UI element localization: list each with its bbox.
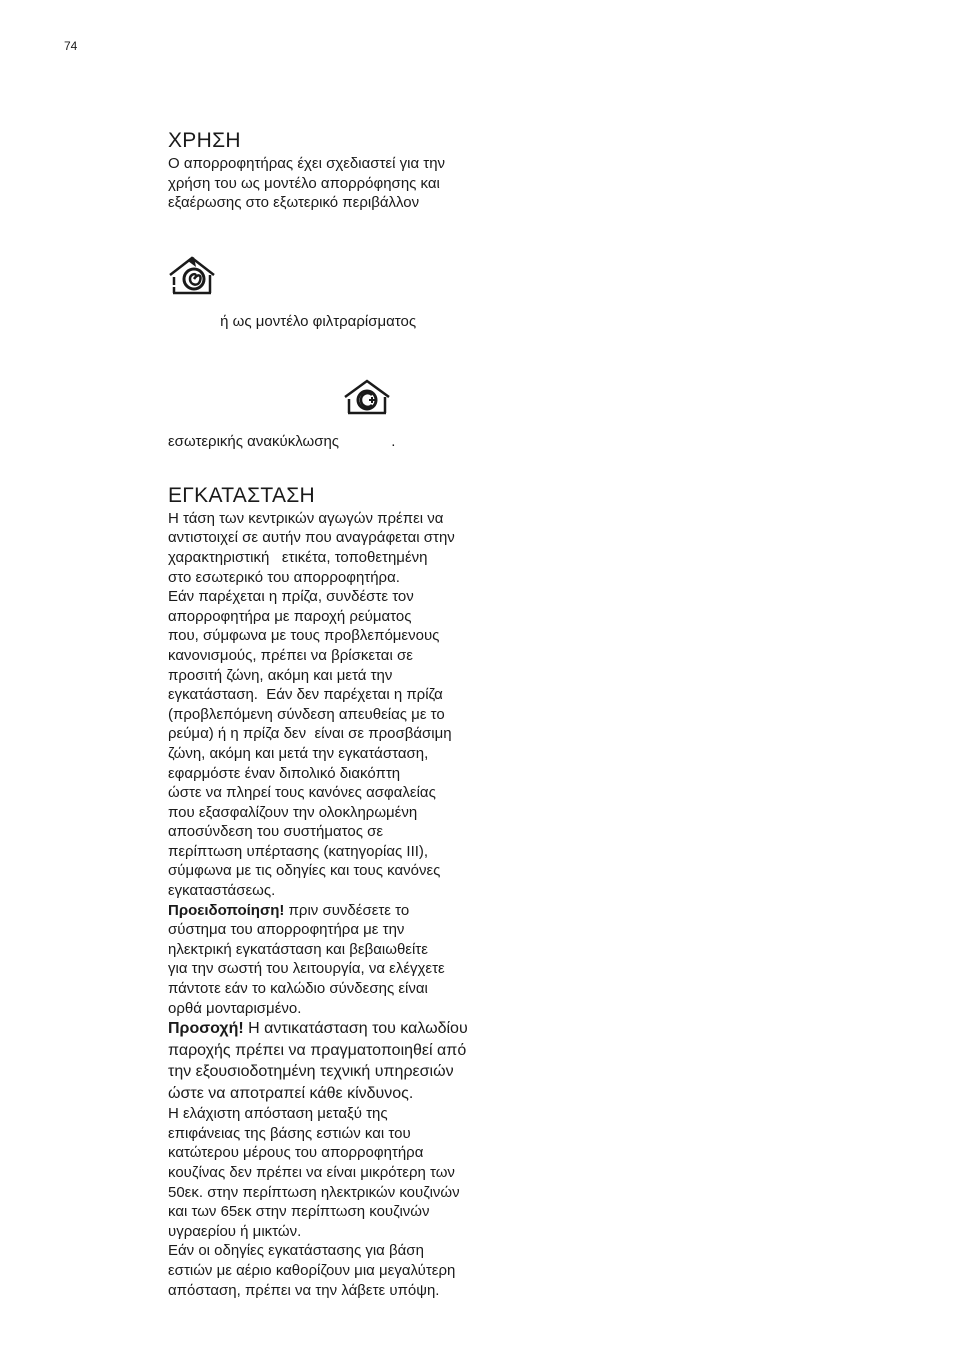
installation-line: Η τάση των κεντρικών αγωγών πρέπει να <box>168 509 444 527</box>
installation-line: αντιστοιχεί σε αυτήν που αναγράφεται στην <box>168 529 455 547</box>
warning-label: Προειδοποίηση! <box>168 901 285 919</box>
installation-line: που εξασφαλίζουν την ολοκληρωμένη <box>168 803 418 821</box>
caution-line: την εξουσιοδοτημένη τεχνική υπηρεσιών <box>168 1063 454 1081</box>
installation-line: περίπτωση υπέρτασης (κατηγορίας III), <box>168 842 429 860</box>
recirculation-mode-text: εσωτερικής ανακύκλωσης <box>168 432 344 450</box>
caution-text: Η αντικατάσταση του καλωδίου <box>243 1020 468 1038</box>
recirculation-end: . <box>391 432 396 450</box>
installation-line: στο εσωτερικό του απορροφητήρα. <box>168 568 400 586</box>
usage-line: χρήση του ως μοντέλο απορρόφησης και <box>168 174 440 192</box>
usage-line: εξαέρωσης στο εξωτερικό περιβάλλον <box>168 194 420 212</box>
usage-line: Ο απορροφητήρας έχει σχεδιαστεί για την <box>168 155 446 172</box>
recirculation-mode-row <box>168 341 538 453</box>
extraction-mode-row <box>168 217 538 333</box>
installation-line: αποσύνδεση του συστήματος σε <box>168 823 384 841</box>
installation-heading: ΕΓΚΑΤΑΣΤΑΣΗ <box>168 483 316 507</box>
warning-line: σύστημα του απορροφητήρα με την <box>168 921 405 939</box>
installation-line: εγκατάσταση. Εάν δεν παρέχεται η πρίζα <box>168 686 443 704</box>
text-column <box>168 128 538 1300</box>
warning-line: πάντοτε εάν το καλώδιο σύνδεσης είναι <box>168 980 428 998</box>
installation-line: σύμφωνα με τις οδηγίες και τους κανόνες <box>168 862 441 880</box>
filter-mode-text: ή ως μοντέλο φιλτραρίσματος <box>216 312 417 330</box>
installation-line: εγκαταστάσεως. <box>168 882 276 900</box>
warning-line: ορθά μονταρισμένο. <box>168 999 302 1017</box>
warning-text: πριν συνδέσετε το <box>284 901 410 919</box>
warning-line: ηλεκτρική εγκατάσταση και βεβαιωθείτε <box>168 940 428 958</box>
installation-line: (προβλεπόμενη σύνδεση απευθείας με το <box>168 705 445 723</box>
warning-line: για την σωστή του λειτουργία, να ελέγχετε <box>168 960 445 978</box>
caution-line: ώστε να αποτραπεί κάθε κίνδυνος. <box>168 1084 414 1102</box>
extraction-mode-icon <box>168 217 216 333</box>
distance-line: εστιών με αέριο καθορίζουν μια μεγαλύτερη <box>168 1261 456 1279</box>
usage-paragraph <box>168 154 538 213</box>
installation-line: Εάν παρέχεται η πρίζα, συνδέστε τον <box>168 588 414 606</box>
page-number: 74 <box>64 39 78 53</box>
installation-line: χαρακτηριστική ετικέτα, τοποθετημένη <box>168 548 428 566</box>
caution-label: Προσοχή! <box>168 1020 244 1038</box>
distance-line: 50εκ. στην περίπτωση ηλεκτρικών κουζινών <box>168 1183 460 1201</box>
installation-paragraph <box>168 509 538 1300</box>
distance-line: και των 65εκ στην περίπτωση κουζινών <box>168 1203 430 1221</box>
warning-line <box>168 901 538 921</box>
installation-line: κανονισμούς, πρέπει να βρίσκεται σε <box>168 646 413 664</box>
distance-line: επιφάνειας της βάσης εστιών και του <box>168 1124 411 1142</box>
usage-heading: ΧΡΗΣΗ <box>168 129 241 152</box>
installation-line: ρεύμα) ή η πρίζα δεν είναι σε προσβάσιμη <box>168 725 452 743</box>
distance-line: Εάν οι οδηγίες εγκατάστασης για βάση <box>168 1242 424 1260</box>
caution-line <box>168 1018 538 1040</box>
distance-line: κατώτερου μέρους του απορροφητήρα <box>168 1144 424 1162</box>
installation-line: που, σύμφωνα με τους προβλεπόμενους <box>168 627 440 645</box>
distance-line: Η ελάχιστη απόσταση μεταξύ της <box>168 1105 388 1123</box>
installation-line: ώστε να πληρεί τους κανόνες ασφαλείας <box>168 784 436 802</box>
recirculation-mode-icon <box>343 341 391 453</box>
caution-line: παροχής πρέπει να πραγματοποιηθεί από <box>168 1041 467 1059</box>
installation-line: προσιτή ζώνη, ακόμη και μετά την <box>168 666 393 684</box>
distance-line: απόσταση, πρέπει να την λάβετε υπόψη. <box>168 1281 440 1299</box>
distance-line: υγραερίου ή μικτών. <box>168 1222 302 1240</box>
installation-line: ζώνη, ακόμη και μετά την εγκατάσταση, <box>168 744 429 762</box>
distance-line: κουζίνας δεν πρέπει να είναι μικρότερη των <box>168 1164 455 1181</box>
installation-line: εφαρμόστε έναν διπολικό διακόπτη <box>168 764 401 782</box>
installation-line: απορροφητήρα με παροχή ρεύματος <box>168 607 412 625</box>
